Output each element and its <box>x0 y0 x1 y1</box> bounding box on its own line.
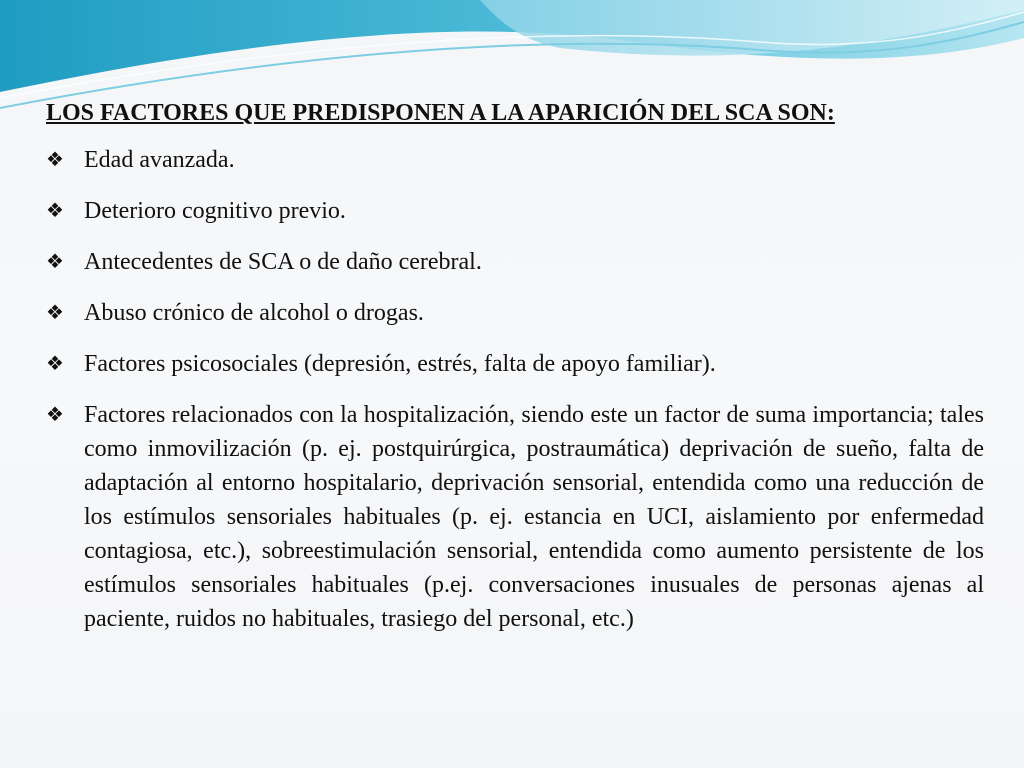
bullet-list <box>46 143 984 636</box>
diamond-bullet-icon: ❖ <box>46 200 64 222</box>
list-item <box>46 347 984 381</box>
diamond-bullet-icon: ❖ <box>46 149 64 171</box>
list-item <box>46 143 984 177</box>
list-item-text: Factores psicosociales (depresión, estrés, falta de apoyo familiar). <box>84 351 716 377</box>
list-item <box>46 245 984 279</box>
list-item-text: Abuso crónico de alcohol o drogas. <box>84 300 424 326</box>
diamond-bullet-icon: ❖ <box>46 404 64 426</box>
diamond-bullet-icon: ❖ <box>46 251 64 273</box>
slide-title: LOS FACTORES QUE PREDISPONEN A LA APARICIÓN DEL SCA SON: <box>46 100 835 126</box>
list-item-text: Deterioro cognitivo previo. <box>84 198 346 224</box>
diamond-bullet-icon: ❖ <box>46 353 64 375</box>
list-item-text: Factores relacionados con la hospitalización, siendo este un factor de suma importancia; tales como inmovilización (p. ej. postquirúrgica, postraumática) deprivación de sueño, falta de adaptación al entorno hospitalario, deprivación sensorial, entendida como una reducción de los estímulos sensoriales habituales (p. ej. estancia en UCI, aislamiento por enfermedad contagiosa, etc.), sobreestimulación sensorial, entendida como aumento persistente de los estímulos sensoriales habituales (p.ej. conversaciones inusuales de personas ajenas al paciente, ruidos no habituales, trasiego del personal, etc.) <box>84 402 984 632</box>
list-item <box>46 398 984 636</box>
list-item <box>46 194 984 228</box>
list-item-text: Edad avanzada. <box>84 147 235 173</box>
diamond-bullet-icon: ❖ <box>46 302 64 324</box>
list-item-text: Antecedentes de SCA o de daño cerebral. <box>84 249 482 275</box>
list-item <box>46 296 984 330</box>
